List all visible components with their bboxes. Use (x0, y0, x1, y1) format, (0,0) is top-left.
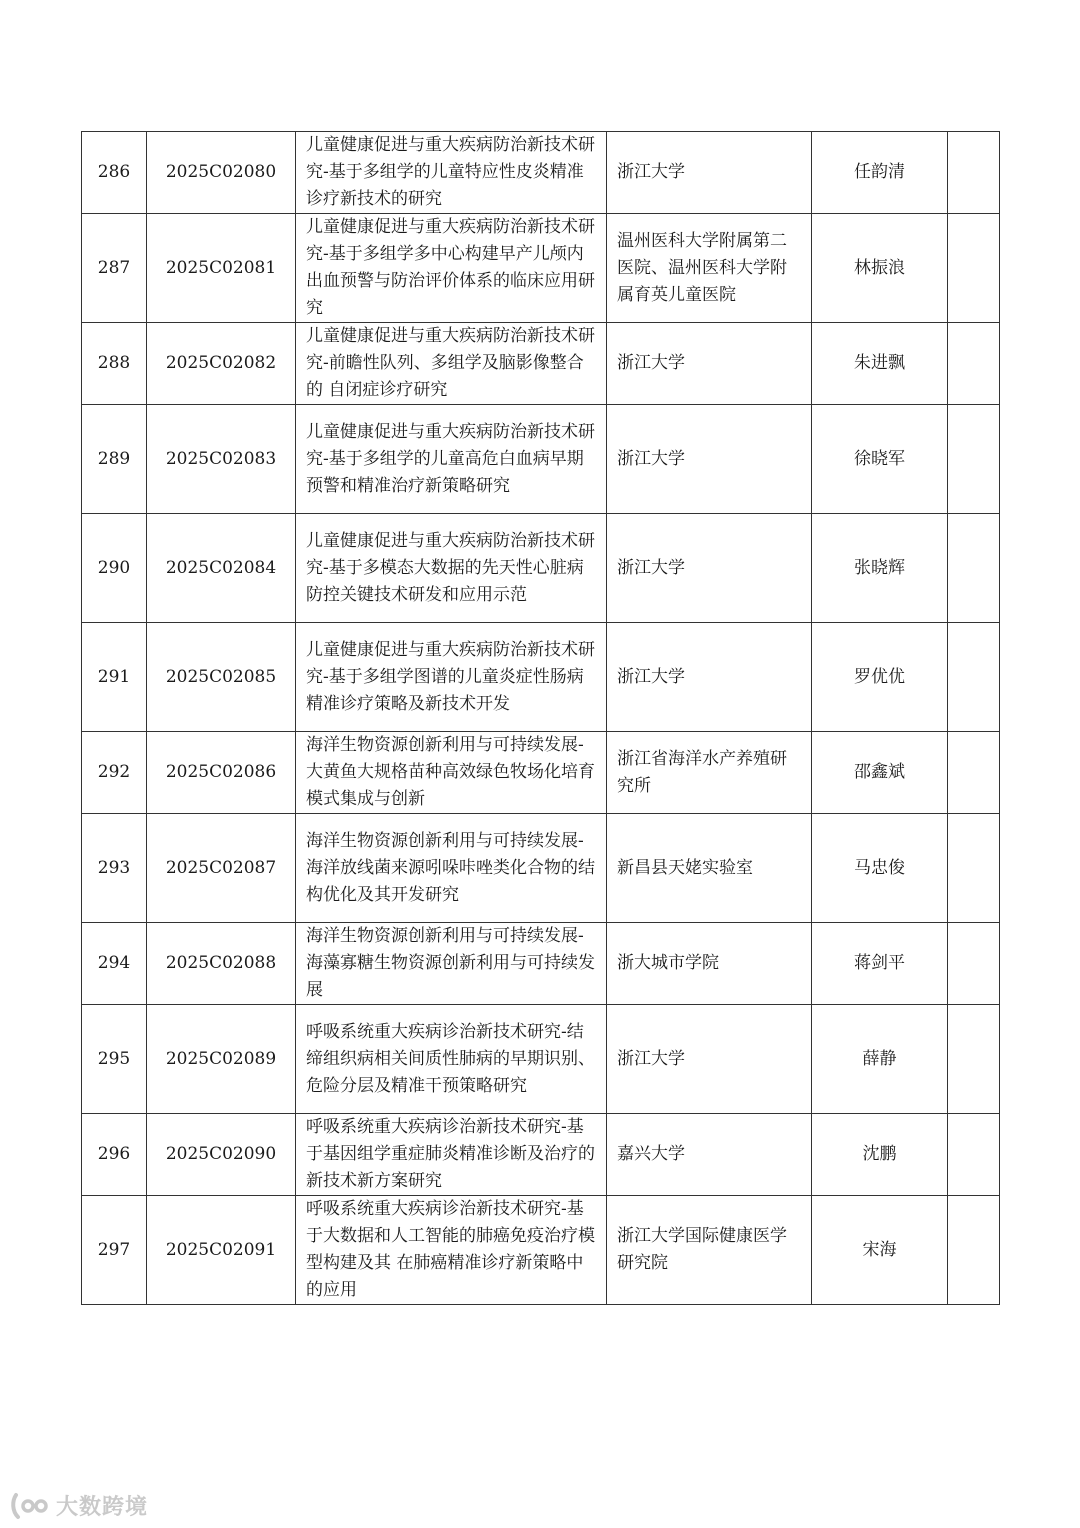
table-row (82, 323, 1000, 405)
row-number: 296 (82, 1114, 147, 1196)
project-leader: 任韵清 (812, 132, 948, 214)
project-code: 2025C02087 (147, 814, 296, 923)
row-number: 289 (82, 405, 147, 514)
organization: 浙江大学 (607, 623, 812, 732)
project-title: 呼吸系统重大疾病诊治新技术研究-结缔组织病相关间质性肺病的早期识别、危险分层及精准干预策略研究 (296, 1005, 607, 1114)
project-code: 2025C02091 (147, 1196, 296, 1305)
organization: 浙江大学 (607, 514, 812, 623)
project-code: 2025C02082 (147, 323, 296, 405)
project-leader: 罗优优 (812, 623, 948, 732)
watermark-logo-icon (10, 1491, 50, 1521)
row-number: 288 (82, 323, 147, 405)
watermark-text: 大数跨境 (56, 1495, 149, 1520)
project-leader: 薛静 (812, 1005, 948, 1114)
row-number: 294 (82, 923, 147, 1005)
row-number: 292 (82, 732, 147, 814)
project-code: 2025C02089 (147, 1005, 296, 1114)
project-leader: 沈鹏 (812, 1114, 948, 1196)
organization: 浙江大学国际健康医学研究院 (607, 1196, 812, 1305)
organization: 浙大城市学院 (607, 923, 812, 1005)
row-number: 297 (82, 1196, 147, 1305)
project-title: 海洋生物资源创新利用与可持续发展-大黄鱼大规格苗种高效绿色牧场化培育模式集成与创新 (296, 732, 607, 814)
project-title: 儿童健康促进与重大疾病防治新技术研究-基于多模态大数据的先天性心脏病防控关键技术研发和应用示范 (296, 514, 607, 623)
project-code: 2025C02084 (147, 514, 296, 623)
table-row (82, 732, 1000, 814)
table-row (82, 514, 1000, 623)
project-title: 儿童健康促进与重大疾病防治新技术研究-前瞻性队列、多组学及脑影像整合的 自闭症诊疗研究 (296, 323, 607, 405)
table-row (82, 1114, 1000, 1196)
row-number: 286 (82, 132, 147, 214)
table-body (82, 132, 1000, 1305)
project-leader: 朱进飘 (812, 323, 948, 405)
project-code: 2025C02083 (147, 405, 296, 514)
project-title: 儿童健康促进与重大疾病防治新技术研究-基于多组学的儿童高危白血病早期预警和精准治疗新策略研究 (296, 405, 607, 514)
project-title: 海洋生物资源创新利用与可持续发展-海藻寡糖生物资源创新利用与可持续发展 (296, 923, 607, 1005)
project-leader: 马忠俊 (812, 814, 948, 923)
remarks-cell (948, 132, 1000, 214)
table-row (82, 1196, 1000, 1305)
remarks-cell (948, 923, 1000, 1005)
table-row (82, 623, 1000, 732)
project-code: 2025C02086 (147, 732, 296, 814)
project-leader: 邵鑫斌 (812, 732, 948, 814)
organization: 浙江大学 (607, 323, 812, 405)
row-number: 290 (82, 514, 147, 623)
remarks-cell (948, 1005, 1000, 1114)
organization: 浙江大学 (607, 405, 812, 514)
remarks-cell (948, 732, 1000, 814)
remarks-cell (948, 214, 1000, 323)
organization: 温州医科大学附属第二医院、温州医科大学附属育英儿童医院 (607, 214, 812, 323)
project-code: 2025C02081 (147, 214, 296, 323)
remarks-cell (948, 405, 1000, 514)
table-row (82, 132, 1000, 214)
table-row (82, 1005, 1000, 1114)
project-code: 2025C02090 (147, 1114, 296, 1196)
remarks-cell (948, 623, 1000, 732)
organization: 浙江大学 (607, 1005, 812, 1114)
project-leader: 宋海 (812, 1196, 948, 1305)
remarks-cell (948, 514, 1000, 623)
row-number: 287 (82, 214, 147, 323)
project-title: 呼吸系统重大疾病诊治新技术研究-基于大数据和人工智能的肺癌免疫治疗模型构建及其 在肺癌精准诊疗新策略中的应用 (296, 1196, 607, 1305)
organization: 新昌县天姥实验室 (607, 814, 812, 923)
organization: 浙江大学 (607, 132, 812, 214)
project-title: 儿童健康促进与重大疾病防治新技术研究-基于多组学多中心构建早产儿颅内出血预警与防治评价体系的临床应用研究 (296, 214, 607, 323)
project-title: 儿童健康促进与重大疾病防治新技术研究-基于多组学图谱的儿童炎症性肠病精准诊疗策略及新技术开发 (296, 623, 607, 732)
organization: 嘉兴大学 (607, 1114, 812, 1196)
table-row (82, 814, 1000, 923)
project-leader: 蒋剑平 (812, 923, 948, 1005)
project-code: 2025C02080 (147, 132, 296, 214)
row-number: 293 (82, 814, 147, 923)
row-number: 291 (82, 623, 147, 732)
table-row (82, 405, 1000, 514)
project-title: 海洋生物资源创新利用与可持续发展-海洋放线菌来源吲哚咔唑类化合物的结构优化及其开发研究 (296, 814, 607, 923)
watermark (10, 1490, 148, 1521)
table-row (82, 923, 1000, 1005)
remarks-cell (948, 1196, 1000, 1305)
project-leader: 徐晓军 (812, 405, 948, 514)
table-row (82, 214, 1000, 323)
project-title: 呼吸系统重大疾病诊治新技术研究-基于基因组学重症肺炎精准诊断及治疗的新技术新方案研究 (296, 1114, 607, 1196)
remarks-cell (948, 814, 1000, 923)
project-leader: 林振浪 (812, 214, 948, 323)
project-code: 2025C02085 (147, 623, 296, 732)
remarks-cell (948, 323, 1000, 405)
project-list-table (81, 131, 1000, 1305)
organization: 浙江省海洋水产养殖研究所 (607, 732, 812, 814)
project-code: 2025C02088 (147, 923, 296, 1005)
remarks-cell (948, 1114, 1000, 1196)
project-leader: 张晓辉 (812, 514, 948, 623)
project-title: 儿童健康促进与重大疾病防治新技术研究-基于多组学的儿童特应性皮炎精准诊疗新技术的研究 (296, 132, 607, 214)
row-number: 295 (82, 1005, 147, 1114)
